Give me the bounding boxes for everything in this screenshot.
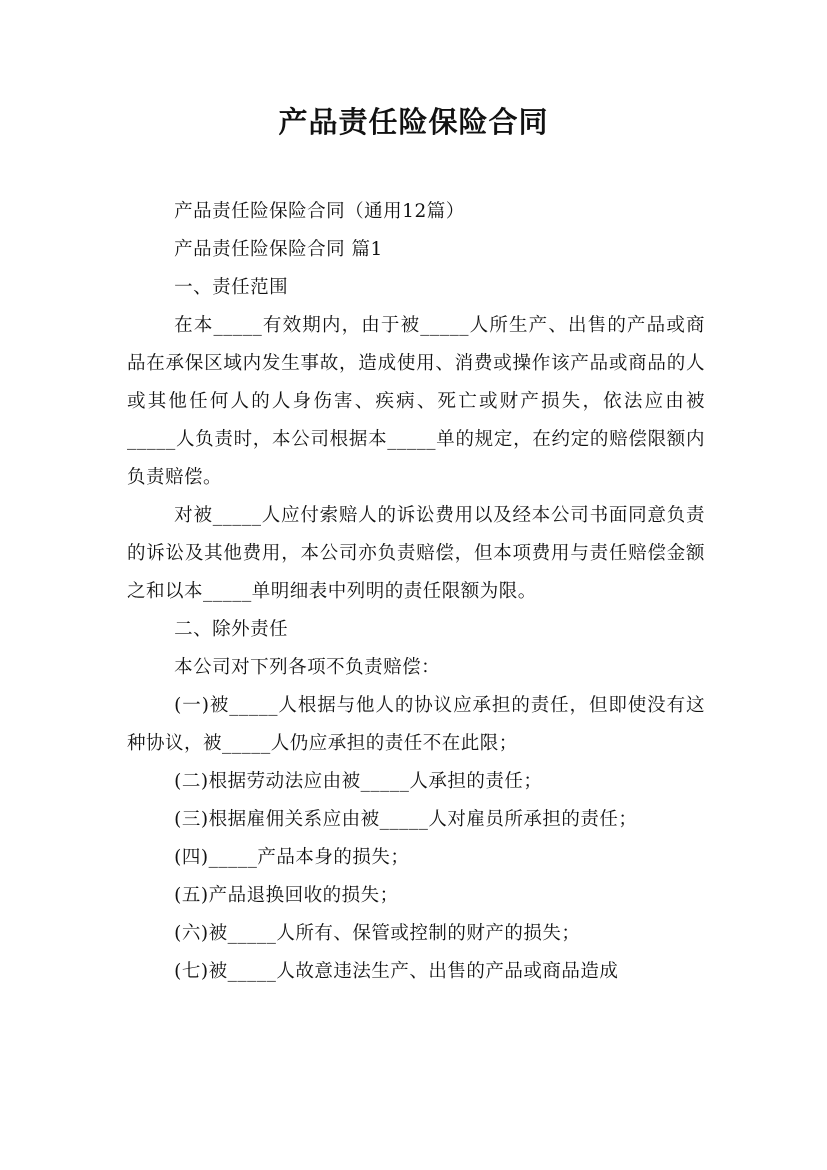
- document-title: 产品责任险保险合同: [278, 105, 549, 139]
- paragraph-litigation-costs: 对被_____人应付索赔人的诉讼费用以及经本公司书面同意负责的诉讼及其他费用，本公司亦负责赔偿，但本项费用与责任赔偿金额之和以本_____单明细表中列明的责任限额为限。: [127, 505, 705, 602]
- exclusion-item-2: (二)根据劳动法应由被_____人承担的责任；: [174, 771, 543, 792]
- exclusion-item-5: (五)产品退换回收的损失；: [174, 885, 399, 906]
- paragraph-subtitle: 产品责任险保险合同（通用12篇）: [174, 201, 465, 222]
- paragraph-exclusions-intro: 本公司对下列各项不负责赔偿：: [174, 657, 441, 678]
- exclusion-item-1: (一)被_____人根据与他人的协议应承担的责任，但即使没有这种协议，被_____人仍应承担的责任不在此限；: [127, 695, 705, 754]
- exclusion-item-4: (四)_____产品本身的损失；: [174, 847, 410, 868]
- paragraph-liability-scope: 在本_____有效期内，由于被_____人所生产、出售的产品或商品在承保区域内发生事故，造成使用、消费或操作该产品或商品的人或其他任何人的人身伤害、疾病、死亡或财产损失，依法应由被_____人负责时，本公司根据本_____单的规定，在约定的赔偿限额内负责赔偿。: [127, 315, 705, 488]
- section-heading-liability-scope: 一、责任范围: [174, 277, 289, 298]
- document-body: [127, 193, 705, 991]
- exclusion-item-3: (三)根据雇佣关系应由被_____人对雇员所承担的责任；: [174, 809, 638, 830]
- section-heading-exclusions: 二、除外责任: [174, 619, 289, 640]
- exclusion-item-6: (六)被_____人所有、保管或控制的财产的损失；: [174, 923, 581, 944]
- exclusion-item-7: (七)被_____人故意违法生产、出售的产品或商品造成: [174, 961, 619, 982]
- paragraph-article-heading: 产品责任险保险合同 篇1: [174, 239, 383, 260]
